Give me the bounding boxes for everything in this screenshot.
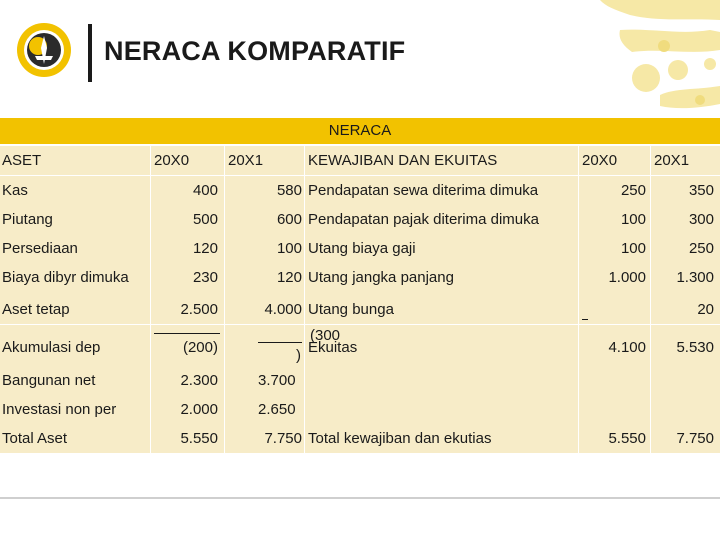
column-divider <box>150 146 151 453</box>
kew-20x1: 1.300 <box>676 269 714 286</box>
kewajiban-label: Total kewajiban dan ekutias <box>308 430 492 447</box>
column-divider <box>578 146 579 453</box>
header-aset: ASET <box>2 152 42 169</box>
header-kewajiban: KEWAJIBAN DAN EKUITAS <box>308 152 498 169</box>
kewajiban-label: Utang biaya gaji <box>308 240 416 257</box>
aset-20x0: (200) <box>182 339 218 356</box>
aset-20x1: 600 <box>276 211 302 228</box>
aset-20x1: 2.650 <box>258 401 296 418</box>
table-row <box>0 263 720 292</box>
kewajiban-label: Pendapatan sewa diterima dimuka <box>308 182 539 199</box>
table-row <box>0 395 720 424</box>
underline-mark <box>154 333 220 334</box>
aset-20x1: 4.000 <box>264 301 302 318</box>
aset-20x1: 7.750 <box>264 430 302 447</box>
kewajiban-label: Pendapatan pajak diterima dimuka <box>308 211 539 228</box>
aset-label: Investasi non per <box>2 401 117 418</box>
kew-20x1: 5.530 <box>676 339 714 356</box>
kew-20x0: 100 <box>620 211 646 228</box>
kew-20x0: 5.550 <box>608 430 646 447</box>
table-caption: NERACA <box>0 118 720 144</box>
table-header-row <box>0 146 720 175</box>
aset-20x1-bottom: ) <box>296 347 301 364</box>
kewajiban-label: Utang jangka panjang <box>308 269 454 286</box>
title-divider <box>88 24 92 82</box>
kew-20x0: 100 <box>620 240 646 257</box>
aset-20x0: 2.500 <box>180 301 218 318</box>
table-row <box>0 234 720 263</box>
aset-label: Persediaan <box>2 240 78 257</box>
footer-divider <box>0 497 720 499</box>
table-row <box>0 292 720 324</box>
university-logo <box>14 20 74 80</box>
aset-label: Bangunan net <box>2 372 96 389</box>
header-aset-20x1: 20X1 <box>228 152 264 169</box>
underline-mark <box>582 319 588 320</box>
kewajiban-label: Ekuitas <box>308 339 358 356</box>
kew-20x1: 250 <box>688 240 714 257</box>
kew-20x0: 4.100 <box>608 339 646 356</box>
header-kew-20x0: 20X0 <box>582 152 618 169</box>
aset-20x1: 100 <box>276 240 302 257</box>
aset-label: Biaya dibyr dimuka <box>2 269 129 286</box>
table-row <box>0 366 720 395</box>
table-row <box>0 424 720 453</box>
aset-20x1: 3.700 <box>258 372 296 389</box>
aset-20x0: 500 <box>192 211 218 228</box>
kew-20x1: 300 <box>688 211 714 228</box>
decorative-pattern <box>560 0 720 120</box>
table-row <box>0 325 720 369</box>
table-row <box>0 176 720 205</box>
underline-mark <box>258 342 302 343</box>
kew-20x1: 350 <box>688 182 714 199</box>
aset-20x0: 2.300 <box>180 372 218 389</box>
kew-20x0: 1.000 <box>608 269 646 286</box>
kewajiban-label: Utang bunga <box>308 301 394 318</box>
table-row <box>0 205 720 234</box>
aset-20x0: 230 <box>192 269 218 286</box>
page-title: NERACA KOMPARATIF <box>104 36 406 66</box>
header-aset-20x0: 20X0 <box>154 152 190 169</box>
aset-label: Piutang <box>2 211 53 228</box>
aset-label: Aset tetap <box>2 301 70 318</box>
aset-label: Kas <box>2 182 28 199</box>
column-divider <box>224 146 225 453</box>
aset-20x0: 400 <box>192 182 218 199</box>
column-divider <box>304 146 305 453</box>
aset-20x0: 5.550 <box>180 430 218 447</box>
kew-20x1: 20 <box>697 301 714 318</box>
aset-20x0: 120 <box>192 240 218 257</box>
aset-label: Total Aset <box>2 430 68 447</box>
aset-label: Akumulasi dep <box>2 339 101 356</box>
aset-20x1: 120 <box>276 269 302 286</box>
header-kew-20x1: 20X1 <box>654 152 690 169</box>
kew-20x1: 7.750 <box>676 430 714 447</box>
aset-20x0: 2.000 <box>180 401 218 418</box>
kew-20x0: 250 <box>620 182 646 199</box>
aset-20x1-top: (300 <box>310 327 341 344</box>
column-divider <box>650 146 651 453</box>
aset-20x1: 580 <box>276 182 302 199</box>
